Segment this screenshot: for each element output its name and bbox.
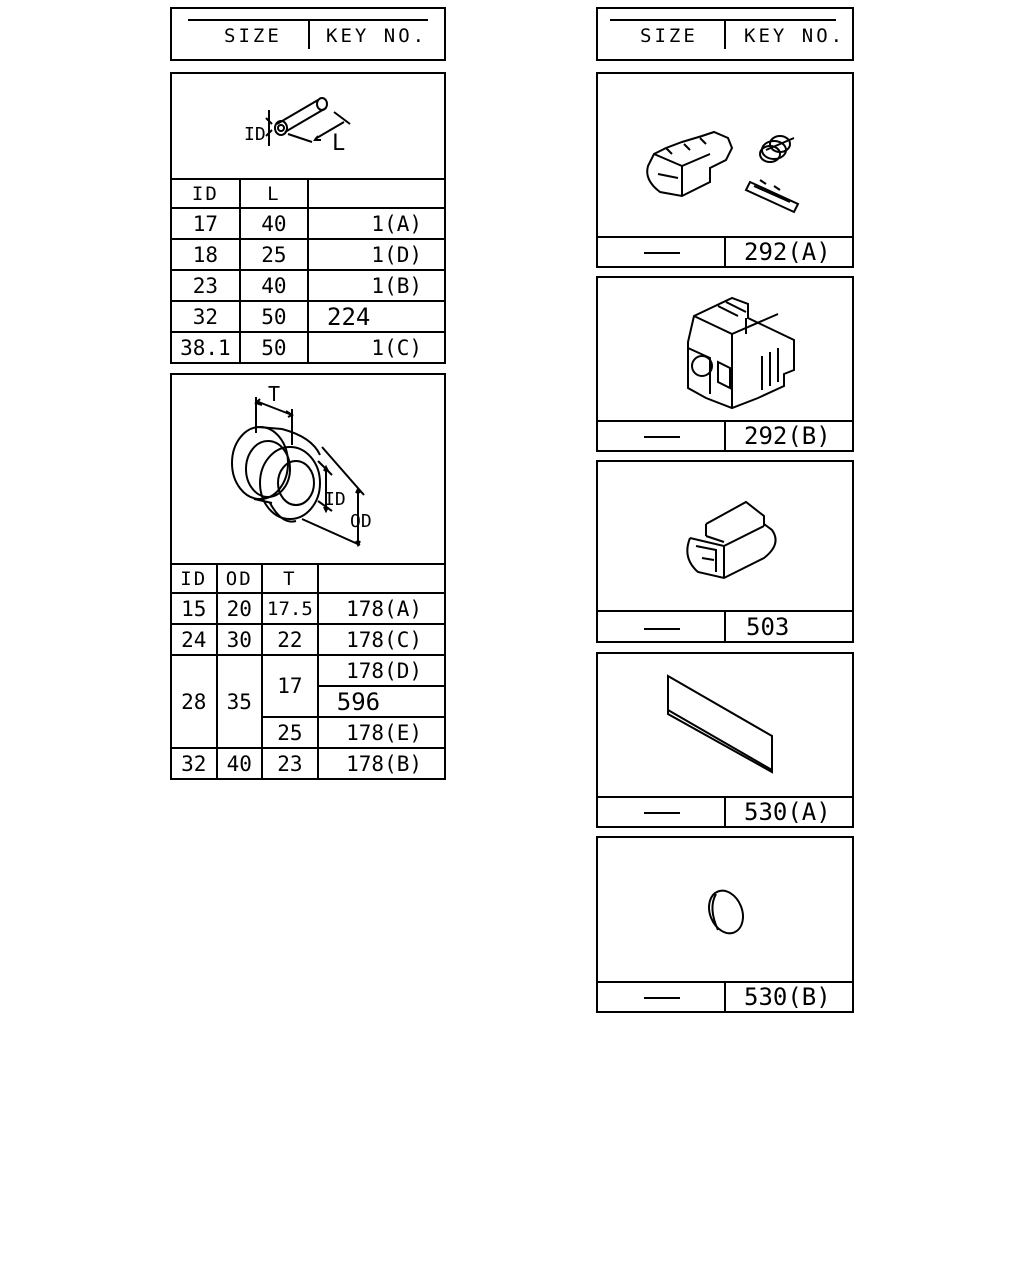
part-col-divider bbox=[724, 420, 726, 450]
table-row bbox=[171, 655, 445, 686]
size-dash bbox=[644, 997, 680, 999]
table-row bbox=[171, 208, 445, 239]
cell-l: 40 bbox=[240, 270, 308, 301]
cell-l: 50 bbox=[240, 332, 308, 363]
part-key: 292(B) bbox=[744, 422, 831, 450]
part-panel-292a bbox=[596, 72, 854, 268]
part-col-divider bbox=[724, 981, 726, 1011]
cell-t: 23 bbox=[262, 748, 318, 779]
column-header-od: OD bbox=[217, 564, 263, 593]
table-row bbox=[171, 748, 445, 779]
column-header-t: T bbox=[262, 564, 318, 593]
size-dash bbox=[644, 812, 680, 814]
part-key: 292(A) bbox=[744, 238, 831, 266]
left-header bbox=[170, 7, 446, 61]
column-header-id: ID bbox=[171, 564, 217, 593]
tube-id-label: ID bbox=[244, 124, 266, 145]
grommet-thickness-label: T bbox=[268, 382, 281, 406]
part-panel-530a bbox=[596, 652, 854, 828]
part-panel-530b bbox=[596, 836, 854, 1013]
cell-key: 1(A) bbox=[308, 208, 445, 239]
cell-l: 40 bbox=[240, 208, 308, 239]
part-col-divider bbox=[724, 796, 726, 826]
header-size-label: SIZE bbox=[224, 25, 282, 47]
tube-diagram-panel bbox=[170, 72, 446, 180]
cell-id: 28 bbox=[171, 655, 217, 748]
cell-key: 178(A) bbox=[318, 593, 445, 624]
cell-id: 38.1 bbox=[171, 332, 240, 363]
tube-table bbox=[170, 178, 446, 364]
part-key: 530(A) bbox=[744, 798, 831, 826]
column-header-key bbox=[318, 564, 445, 593]
table-row bbox=[171, 332, 445, 363]
header-size-label: SIZE bbox=[640, 25, 698, 47]
cell-t: 17.5 bbox=[262, 593, 318, 624]
cell-t: 25 bbox=[262, 717, 318, 748]
part-col-divider bbox=[724, 610, 726, 641]
cell-key: 596 bbox=[318, 686, 445, 717]
grommet-header-row bbox=[171, 564, 445, 593]
grommet-table bbox=[170, 563, 446, 780]
cell-od: 20 bbox=[217, 593, 263, 624]
cell-key: 178(E) bbox=[318, 717, 445, 748]
grommet-id-label: ID bbox=[324, 489, 346, 510]
cell-id: 23 bbox=[171, 270, 240, 301]
column-header-l: L bbox=[240, 179, 308, 208]
size-dash bbox=[644, 252, 680, 254]
cell-t: 22 bbox=[262, 624, 318, 655]
grommet-diagram-panel bbox=[170, 373, 446, 565]
header-divider bbox=[724, 21, 726, 49]
table-row bbox=[171, 624, 445, 655]
part-col-divider bbox=[724, 236, 726, 266]
tube-length-label: L bbox=[332, 131, 346, 156]
cell-id: 18 bbox=[171, 239, 240, 270]
header-rule bbox=[610, 19, 836, 21]
connector-cap-icon bbox=[598, 462, 856, 645]
cell-id: 24 bbox=[171, 624, 217, 655]
right-header bbox=[596, 7, 854, 61]
table-row bbox=[171, 270, 445, 301]
tube-icon bbox=[172, 74, 448, 182]
cell-key: 178(C) bbox=[318, 624, 445, 655]
cell-od: 40 bbox=[217, 748, 263, 779]
part-key: 530(B) bbox=[744, 983, 831, 1011]
size-dash bbox=[644, 436, 680, 438]
tube-header-row bbox=[171, 179, 445, 208]
table-row bbox=[171, 593, 445, 624]
cell-key: 178(B) bbox=[318, 748, 445, 779]
column-header-id: ID bbox=[171, 179, 240, 208]
cell-l: 50 bbox=[240, 301, 308, 332]
cell-l: 25 bbox=[240, 239, 308, 270]
size-dash bbox=[644, 628, 680, 630]
cell-t: 17 bbox=[262, 655, 318, 717]
cell-id: 32 bbox=[171, 301, 240, 332]
cell-id: 17 bbox=[171, 208, 240, 239]
cell-key: 1(D) bbox=[308, 239, 445, 270]
part-key: 503 bbox=[746, 613, 790, 641]
cell-id: 15 bbox=[171, 593, 217, 624]
cell-od: 35 bbox=[217, 655, 263, 748]
column-header-key bbox=[308, 179, 445, 208]
cell-key: 224 bbox=[308, 301, 445, 332]
part-panel-503 bbox=[596, 460, 854, 643]
cell-key: 1(B) bbox=[308, 270, 445, 301]
header-key-label: KEY NO. bbox=[326, 25, 428, 47]
grommet-icon bbox=[172, 375, 448, 567]
table-row bbox=[171, 301, 445, 332]
header-key-label: KEY NO. bbox=[744, 25, 846, 47]
cell-key: 178(D) bbox=[318, 655, 445, 686]
header-divider bbox=[308, 21, 310, 49]
cell-key: 1(C) bbox=[308, 332, 445, 363]
cell-od: 30 bbox=[217, 624, 263, 655]
cell-id: 32 bbox=[171, 748, 217, 779]
part-panel-292b bbox=[596, 276, 854, 452]
grommet-od-label: OD bbox=[350, 511, 372, 532]
table-row bbox=[171, 239, 445, 270]
